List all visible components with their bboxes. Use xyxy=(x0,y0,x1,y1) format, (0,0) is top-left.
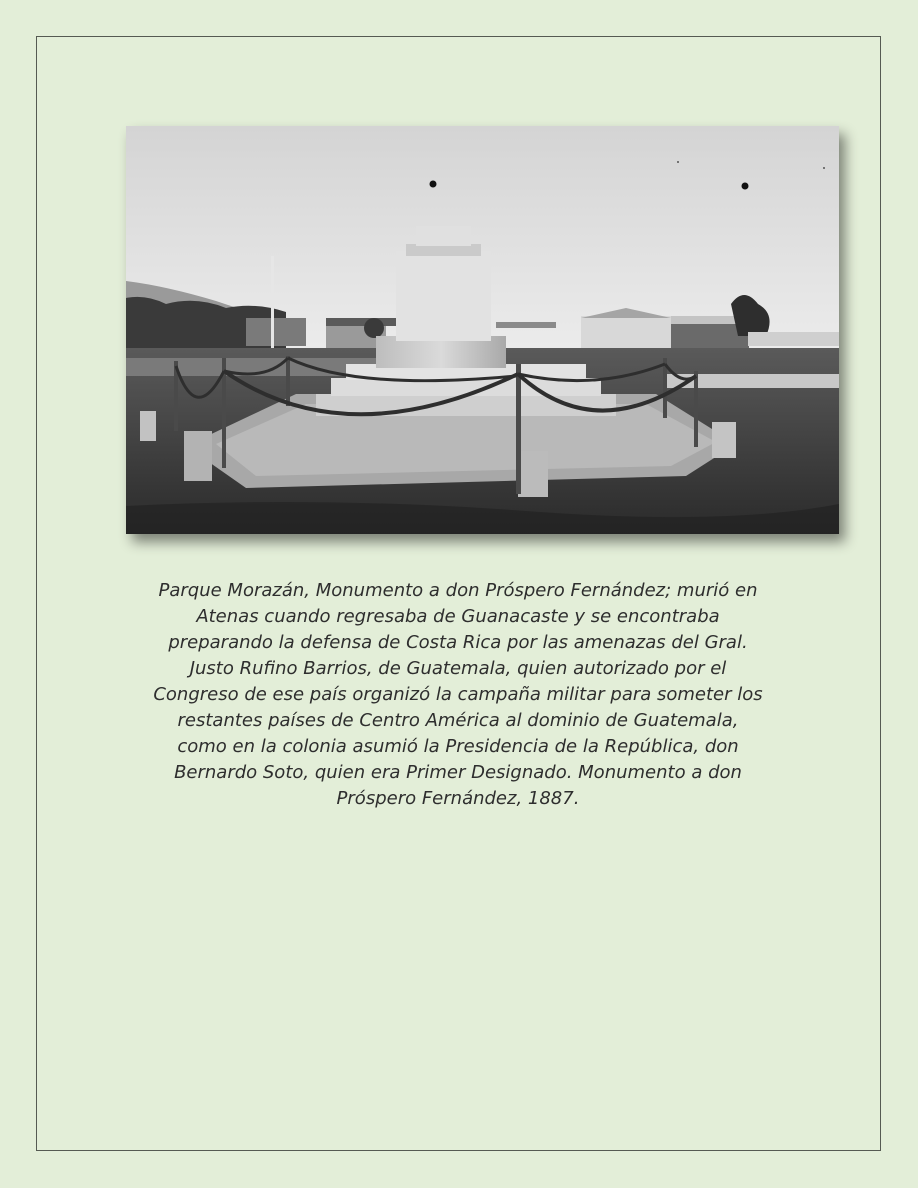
caption-line: Congreso de ese país organizó la campaña militar para someter los xyxy=(153,684,763,705)
caption-line: como en la colonia asumió la Presidencia de la República, don xyxy=(177,736,739,757)
caption-line: Justo Rufino Barrios, de Guatemala, quien autorizado por el xyxy=(189,658,727,679)
caption-line: Próspero Fernández, 1887. xyxy=(336,788,580,809)
historical-photo-monument xyxy=(126,126,839,534)
caption-line: Bernardo Soto, quien era Primer Designado. Monumento a don xyxy=(174,762,742,783)
caption-line: Parque Morazán, Monumento a don Próspero Fernández; murió en xyxy=(158,580,758,601)
caption-line: Atenas cuando regresaba de Guanacaste y se encontraba xyxy=(196,606,720,627)
caption-line: restantes países de Centro América al dominio de Guatemala, xyxy=(177,710,739,731)
caption-line: preparando la defensa de Costa Rica por las amenazas del Gral. xyxy=(168,632,748,653)
photo-caption xyxy=(100,578,816,812)
